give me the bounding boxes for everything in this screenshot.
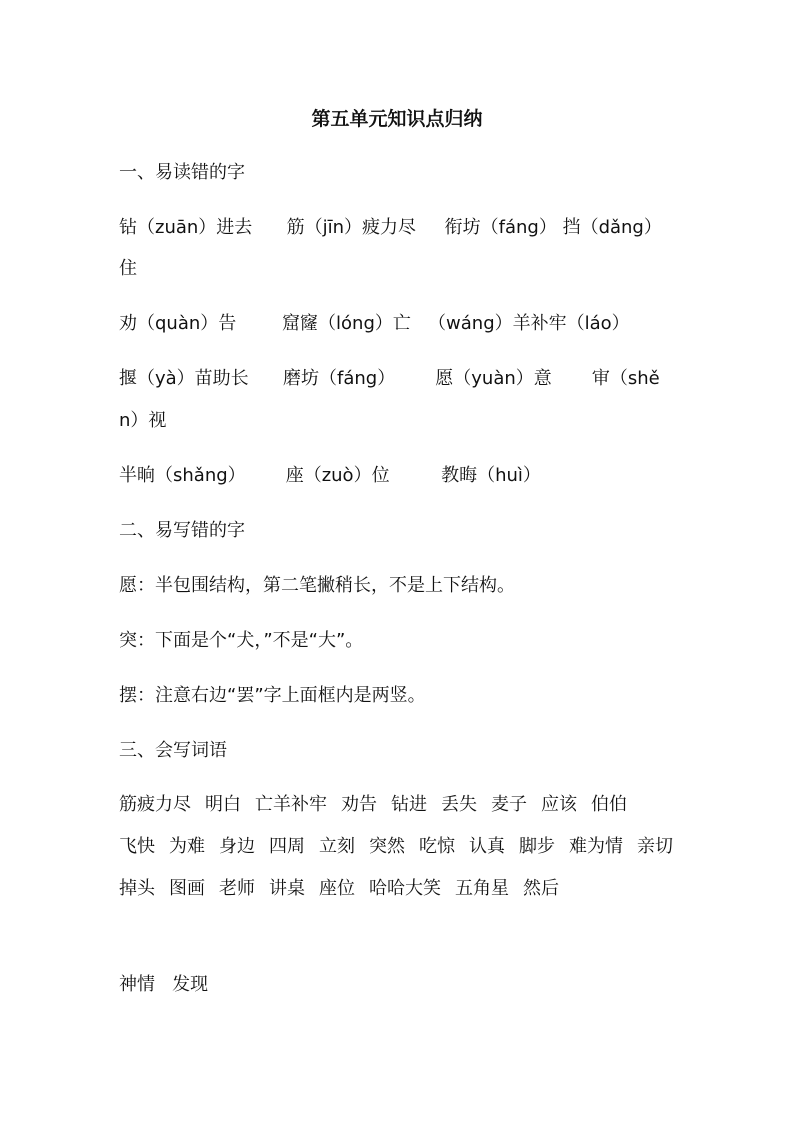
vocabulary-word: 掉头: [119, 878, 155, 899]
section-heading-miswritten: 二、易写错的字: [119, 520, 245, 541]
miswritten-item-2: 突：下面是个“犬，”不是“大”。: [119, 630, 364, 651]
vocabulary-word: 亡羊补牢: [255, 794, 327, 815]
misread-row-3: 揠（yà）苗助长 磨坊（fáng） 愿（yuàn）意 审（shě: [119, 368, 660, 389]
vocabulary-word: 脚步: [519, 836, 555, 857]
vocabulary-word: 亲切: [637, 836, 673, 857]
misread-row-1: 钻（zuān）进去 筋（jīn）疲力尽 衔坊（fáng） 挡（dǎng）: [119, 217, 662, 238]
vocabulary-word: 难为情: [569, 836, 623, 857]
vocabulary-word: 图画: [169, 878, 205, 899]
misread-row-3-continued: n）视: [119, 410, 167, 431]
vocabulary-word: 麦子: [491, 794, 527, 815]
vocabulary-word: 哈哈大笑: [369, 878, 441, 899]
vocabulary-word: 立刻: [319, 836, 355, 857]
misread-row-4: 半晌（shǎng） 座（zuò）位 教晦（huì）: [119, 465, 541, 486]
vocabulary-word: 钻进: [391, 794, 427, 815]
vocabulary-word: 明白: [205, 794, 241, 815]
vocabulary-word: 筋疲力尽: [119, 794, 191, 815]
vocabulary-word: 飞快: [119, 836, 155, 857]
miswritten-item-3: 摆：注意右边“罢”字上面框内是两竖。: [119, 685, 426, 706]
misread-row-1-continued: 住: [119, 258, 137, 279]
section-heading-vocabulary: 三、会写词语: [119, 740, 227, 761]
vocabulary-word: 丢失: [441, 794, 477, 815]
vocabulary-word: 吃惊: [419, 836, 455, 857]
vocabulary-word: 应该: [541, 794, 577, 815]
vocabulary-word: 四周: [269, 836, 305, 857]
vocabulary-list: [119, 784, 689, 910]
vocabulary-word: 身边: [219, 836, 255, 857]
miswritten-item-1: 愿：半包围结构，第二笔撇稍长，不是上下结构。: [119, 575, 515, 596]
vocabulary-word: 五角星: [455, 878, 509, 899]
vocabulary-word: 座位: [319, 878, 355, 899]
vocabulary-word: 然后: [523, 878, 559, 899]
misread-row-2: 劝（quàn）告 窟窿（lóng）亡 （wáng）羊补牢（láo）: [119, 313, 630, 334]
vocabulary-last-line: 神情 发现: [119, 974, 209, 995]
vocabulary-word: 老师: [219, 878, 255, 899]
vocabulary-word: 讲桌: [269, 878, 305, 899]
vocabulary-word: 突然: [369, 836, 405, 857]
vocabulary-word: 劝告: [341, 794, 377, 815]
page-title: 第五单元知识点归纳: [311, 108, 483, 130]
vocabulary-word: 伯伯: [591, 794, 627, 815]
section-heading-misread: 一、易读错的字: [119, 162, 245, 183]
vocabulary-word: 为难: [169, 836, 205, 857]
vocabulary-word: 认真: [469, 836, 505, 857]
